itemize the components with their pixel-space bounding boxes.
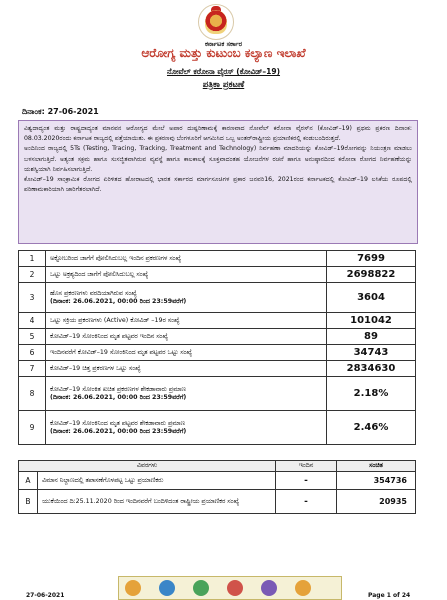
table-row (19, 283, 416, 313)
sanitizer-icon (227, 580, 243, 596)
department-title: ಆರೋಗ್ಯ ಮತ್ತು ಕುಟುಂಬ ಕಲ್ಯಾಣ ಇಲಾಖೆ (141, 46, 306, 60)
row-value: 101042 (327, 313, 416, 329)
intro-box (18, 120, 418, 244)
table-row (19, 329, 416, 345)
row-number: 2 (19, 267, 46, 283)
intro-paragraph-3: ಕೋವಿಡ್–19 ಸಾಂಕ್ರಾಮಿಕ ರೋಗದ ಏರಿಳಿತದ ಹೋರಾಟದಲ್ಲಿ ಭಾರತ ಸರ್ಕಾರದ ಮಾರ್ಗಸೂಚಿಗಳ ಪ್ರಕಾರ ಜನವರಿ16, 2021ರಂದ ಕರ್ನಾಟಕದಲ್ಲಿ ಕೋವಿಡ್–19 ಲಸಿಕೆಯ ರೂಪದಲ್ಲಿ ಪರಿಣಾಮಕಾರಿಯಾಗಿ ಜಾರಿಗೆತರಲಾಗಿದೆ. (24, 176, 412, 194)
row-date-range: (ದಿನಾಂಕ: 26.06.2021, 00:00 ರಿಂದ 23:59ವರೆಗೆ) (50, 297, 187, 305)
row-letter: B (19, 490, 38, 514)
bulletin-date: ದಿನಾಂಕ: 27-06-2021 (22, 107, 99, 116)
row-description: ಅಕ್ಟೋಬರಿಂದ ಜಾಗೆಗೆ ಪೋಲಿಸಿದುಬಲ್ಲ ಇಂದಿನ ಪ್ರಕರಣಗಳ ಸಂಖ್ಯೆ (46, 251, 327, 267)
row-value: 2834630 (327, 361, 416, 377)
row-value: 34743 (327, 345, 416, 361)
doc-type: ಪತ್ರಿಕಾ ಪ್ರಕಟಣೆ (202, 80, 245, 90)
header-details: ವಿವರಗಳು (19, 461, 276, 472)
row-description: ಒಟ್ಟು ಸಕ್ರಿಯ ಪ್ರಕರಣಗಳು (Active) ಕೋವಿಡ್ –19ರ ಸಂಖ್ಯೆ (46, 313, 327, 329)
table-row (19, 377, 416, 411)
row-today: - (276, 472, 337, 490)
row-description: ಒಟ್ಟು ಅಕ್ರಶ್ಯದಿಂದ ಜಾಗೆಗೆ ಪೋಲಿಸಿದುಬಲ್ಲ ಸಂಖ್ಯೆ (46, 267, 327, 283)
vaccine-icon (261, 580, 277, 596)
row-number: 8 (19, 377, 46, 411)
travellers-table (18, 460, 416, 514)
stats-table (18, 250, 416, 445)
row-number: 4 (19, 313, 46, 329)
table-row (19, 411, 416, 445)
row-description-cell (46, 283, 327, 313)
row-number: 1 (19, 251, 46, 267)
table-row (19, 490, 416, 514)
table-row (19, 267, 416, 283)
subtitle: ನೋವೆಲ್ ಕರೋನಾ ವೈರಸ್ (ಕೋವಿಡ್–19) (166, 67, 281, 76)
row-description-cell (46, 377, 327, 411)
intro-paragraph-1: ವಿಶ್ವದಾದ್ಯಂತ ಮತ್ತು ರಾಷ್ಟ್ರದಾದ್ಯಂತ ಮಾನವನ ಆರೋಗ್ಯದ ಮೇಲೆ ಅಪಾರ ದುಷ್ಪರಿಣಾಮಕ್ಕೆ ಕಾರಣವಾದ ನೋವೆಲ್ ಕರೋನಾ ವೈರಸ್‌ನ (ಕೋವಿಡ್–19) ಪ್ರಥಮ ಪ್ರಕರಣ ದಿನಾಂಕ: 08.03.2020ರಂದು ಕರ್ನಾಟಕ ರಾಜ್ಯದಲ್ಲಿ ಪತ್ತೆಯಾಯಿತು. ಈ ಪ್ರಕರಣವು ಬೆಂಗಳೂರಿಗೆ ಆಗಮಿಸಿದ ಒಬ್ಬ ಅಂತರ್‌ರಾಷ್ಟ್ರೀಯ ಪ್ರಯಾಣಿಕರಲ್ಲಿ ಕಂಡುಬಂದಿರುತ್ತದೆ. (24, 125, 412, 143)
row-description: ಯುಕೆಯಿಂದ ದಿ:25.11.2020 ರಿಂದ ಇಂದಿನವರೆಗೆ ಬಂದಿಳಿದಂತ ರಾಷ್ಟ್ರೀಯ ಪ್ರಯಾಣಿಕರ ಸಂಖ್ಯೆ (38, 490, 276, 514)
row-description: ಕೋವಿಡ್–19 ಸೋಂಕಿನಿಂದ ಮೃತ ಪಟ್ಟವರ ಶೇಕಡಾವಾರು ಪ್ರಮಾಣ (50, 419, 185, 427)
govt-label: ಕರ್ನಾಟಕ ಸರ್ಕಾರ (204, 40, 243, 48)
row-today: - (276, 490, 337, 514)
distance-icon (159, 580, 175, 596)
row-value: 3604 (327, 283, 416, 313)
row-total: 20935 (337, 490, 416, 514)
row-description: ಕೋವಿಡ್–19 ಸೋಂಕಿನಿಂದ ಮೃತ ಪಟ್ಟವರ ಇಂದಿನ ಸಂಖ್ಯೆ (46, 329, 327, 345)
row-description: ಕೋವಿಡ್–19 ಸೋಂಕಿತ ಖಚಿತ ಪ್ರಕರಣಗಳ ಶೇಕಡಾವಾರು ಪ್ರಮಾಣ (50, 385, 186, 393)
header-today: ಇಂದಿನ (276, 461, 337, 472)
table-header-row (19, 461, 416, 472)
row-description: ಹೊಸ ಪ್ರಕರಣಗಳು ವರದಿಯಾಗಿರುವ ಸಂಖ್ಯೆ (50, 289, 137, 297)
page-number: Page 1 of 24 (368, 592, 411, 599)
footer-date: 27-06-2021 (26, 592, 65, 599)
covid-awareness-banner (118, 576, 342, 600)
row-date-range: (ದಿನಾಂಕ: 26.06.2021, 00:00 ರಿಂದ 23:59ವರೆಗೆ) (50, 393, 187, 401)
table-row (19, 361, 416, 377)
row-value: 2698822 (327, 267, 416, 283)
karnataka-emblem-icon (198, 4, 234, 40)
table-row (19, 251, 416, 267)
row-total: 354736 (337, 472, 416, 490)
row-description-cell (46, 411, 327, 445)
table-row (19, 345, 416, 361)
row-number: 5 (19, 329, 46, 345)
hand-wash-icon (193, 580, 209, 596)
table-row (19, 472, 416, 490)
row-number: 9 (19, 411, 46, 445)
row-number: 7 (19, 361, 46, 377)
row-description: ಇಂದಿನವರೆಗೆ ಕೋವಿಡ್–19 ಸೋಂಕಿನಿಂದ ಮೃತ ಪಟ್ಟವರ ಒಟ್ಟು ಸಂಖ್ಯೆ (46, 345, 327, 361)
letterhead (0, 0, 447, 100)
row-value: 7699 (327, 251, 416, 267)
family-icon (295, 580, 311, 596)
row-number: 6 (19, 345, 46, 361)
mask-person-icon (125, 580, 141, 596)
row-description: ವಿಮಾನ ನಿಲ್ದಾಣದಲ್ಲಿ ತಪಾಸಣೆಗೊಳಪಟ್ಟ ಒಟ್ಟು ಪ್ರಯಾಣಿಕರು (38, 472, 276, 490)
row-letter: A (19, 472, 38, 490)
row-number: 3 (19, 283, 46, 313)
intro-paragraph-2: ಅಂದಿನಿಂದ ರಾಜ್ಯದಲ್ಲಿ 5Ts (Testing, Tracing, Tracking, Treatment and Technology) ನಿರ್ವಹಣಾ ಮಾದರಿಯನ್ನು ಕೋವಿಡ್–19ರೋಗವನ್ನು ನಿಯಂತ್ರಣ ಮಾಡಲು ಬಳಸಲಾಗುತ್ತಿದೆ. ಅತ್ಯಂತ ಸಕ್ರಮ ಹಾಗೂ ಸುಸಜ್ಜಿತವಾಗಿರುವ ವ್ಯವಸ್ಥೆ ಹಾಗೂ ಕಾಲಕಾಲಕ್ಕೆ ಸೂಕ್ತವಾದಂತಹ ಯೋಜನೆಗಳ ರಚನೆ ಹಾಗೂ ಅನುಷ್ಠಾನದಿಂದ ಕರೋನಾ ರೋಗದ ನಿರ್ವಹಣೆಯನ್ನು ಯಶಸ್ವಿಯಾಗಿ ನಿರ್ವಹಿಸಲಾಗುತ್ತಿದೆ. (24, 145, 412, 173)
row-date-range: (ದಿನಾಂಕ: 26.06.2021, 00:00 ರಿಂದ 23:59ವರೆಗೆ) (50, 427, 187, 435)
row-description: ಕೋವಿಡ್–19 ಚಿತ್ತ ಪ್ರಕರಣಗಳ ಒಟ್ಟು ಸಂಖ್ಯೆ (46, 361, 327, 377)
row-value: 2.18% (327, 377, 416, 411)
row-value: 2.46% (327, 411, 416, 445)
header-total: ಸಂಚಿತ (337, 461, 416, 472)
table-row (19, 313, 416, 329)
row-value: 89 (327, 329, 416, 345)
